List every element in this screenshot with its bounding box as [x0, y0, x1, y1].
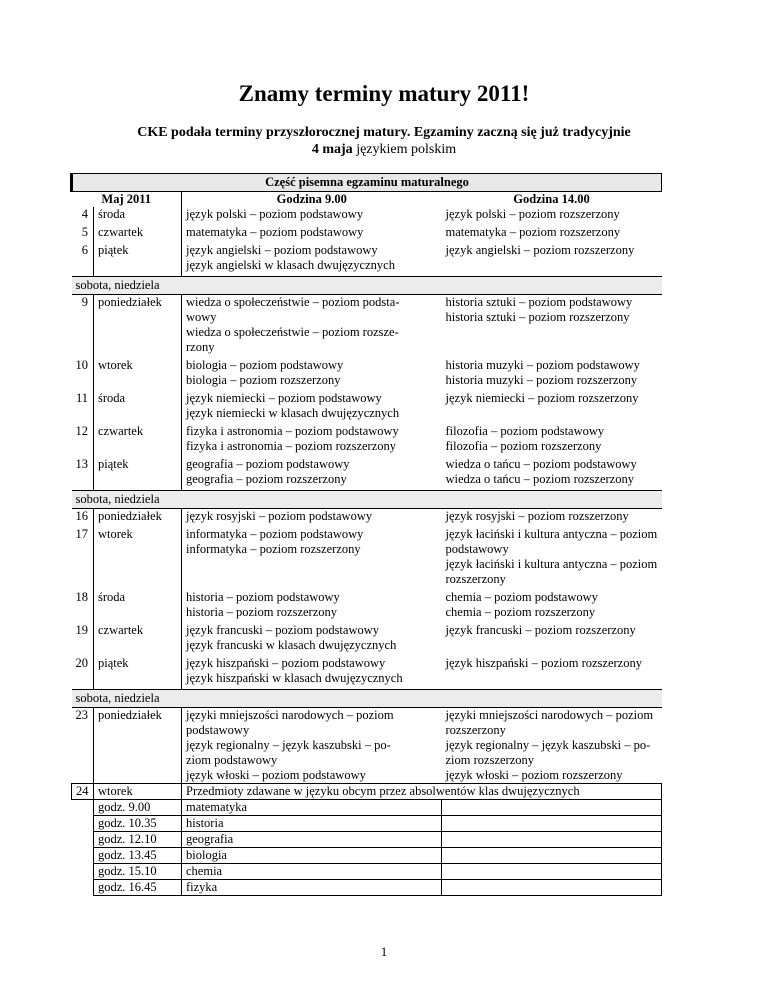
morning-exams: wiedza o społeczeństwie – poziom podsta- wowy wiedza o społeczeństwie – poziom rozsze- rzony	[186, 295, 400, 354]
bilingual-header-row	[72, 784, 662, 800]
day-number: 5	[72, 225, 94, 243]
weekend-label: sobota, niedziela	[72, 690, 662, 708]
day-number: 11	[72, 391, 94, 424]
afternoon-exams: język hiszpański – poziom rozszerzony	[445, 656, 642, 670]
schedule-row	[72, 424, 662, 457]
weekday: poniedziałek	[94, 295, 182, 359]
weekday: piątek	[94, 457, 182, 491]
schedule-row	[72, 656, 662, 690]
morning-exams: język francuski – poziom podstawowy język francuski w klasach dwujęzycznych	[186, 623, 397, 652]
afternoon-exams: język rosyjski – poziom rozszerzony	[445, 509, 629, 523]
afternoon-exams: chemia – poziom podstawowy chemia – poziom rozszerzony	[445, 590, 598, 619]
blank-cell	[72, 800, 94, 816]
weekday: środa	[94, 391, 182, 424]
blank-cell	[72, 880, 94, 896]
header-9am: Godzina 9.00	[276, 192, 347, 206]
slot-subject: historia	[182, 816, 442, 832]
afternoon-exams: historia sztuki – poziom podstawowy historia sztuki – poziom rozszerzony	[445, 295, 633, 324]
blank-cell	[72, 816, 94, 832]
month-header: Maj 2011	[72, 192, 182, 208]
schedule-row	[72, 457, 662, 491]
day-number: 19	[72, 623, 94, 656]
day-number: 17	[72, 527, 94, 590]
morning-exams: historia – poziom podstawowy historia – poziom rozszerzony	[186, 590, 340, 619]
weekend-row	[72, 690, 662, 708]
day-number: 16	[72, 509, 94, 528]
lead-line2: językiem polskim	[352, 142, 457, 157]
morning-exams: geografia – poziom podstawowy geografia – poziom rozszerzony	[186, 457, 350, 486]
slot-time: godz. 12.10	[94, 832, 182, 848]
slot-empty	[442, 880, 662, 896]
header-2pm: Godzina 14.00	[513, 192, 590, 206]
morning-exams: matematyka – poziom podstawowy	[186, 225, 364, 239]
weekday: piątek	[94, 243, 182, 277]
afternoon-exams: język łaciński i kultura antyczna – poziom podstawowy język łaciński i kultura antyczna – poziom rozszerzony	[445, 527, 658, 586]
morning-exams: język polski – poziom podstawowy	[186, 207, 364, 221]
page-number: 1	[380, 944, 388, 959]
blank-cell	[72, 864, 94, 880]
lead-paragraph	[0, 124, 768, 158]
day-number: 4	[72, 207, 94, 225]
schedule-row	[72, 358, 662, 391]
schedule-row	[72, 207, 662, 225]
slot-subject: fizyka	[182, 880, 442, 896]
slot-time: godz. 16.45	[94, 880, 182, 896]
afternoon-exams: filozofia – poziom podstawowy filozofia – poziom rozszerzony	[445, 424, 605, 453]
slot-subject: biologia	[182, 848, 442, 864]
schedule-row	[72, 623, 662, 656]
table-header-row	[72, 192, 662, 208]
morning-exams: biologia – poziom podstawowy biologia – poziom rozszerzony	[186, 358, 344, 387]
bilingual-slot-row	[72, 800, 662, 816]
afternoon-exams: historia muzyki – poziom podstawowy historia muzyki – poziom rozszerzony	[445, 358, 640, 387]
page-title: Znamy terminy matury 2011!	[238, 81, 530, 106]
day-number: 20	[72, 656, 94, 690]
weekend-row	[72, 277, 662, 295]
bilingual-note: Przedmioty zdawane w języku obcym przez absolwentów klas dwujęzycznych	[182, 784, 662, 800]
weekday: wtorek	[94, 784, 182, 800]
schedule-row	[72, 509, 662, 528]
weekday: czwartek	[94, 424, 182, 457]
slot-empty	[442, 832, 662, 848]
slot-empty	[442, 848, 662, 864]
lead-line1: CKE podała terminy przyszłorocznej matury. Egzaminy zaczną się już tradycyjnie	[137, 125, 631, 140]
slot-time: godz. 13.45	[94, 848, 182, 864]
weekday: czwartek	[94, 623, 182, 656]
weekday: piątek	[94, 656, 182, 690]
table-caption-row	[72, 174, 662, 192]
weekday: wtorek	[94, 358, 182, 391]
day-number: 13	[72, 457, 94, 491]
bilingual-slot-row	[72, 848, 662, 864]
slot-time: godz. 10.35	[94, 816, 182, 832]
slot-subject: geografia	[182, 832, 442, 848]
weekday: wtorek	[94, 527, 182, 590]
blank-cell	[72, 832, 94, 848]
weekend-row	[72, 491, 662, 509]
weekend-label: sobota, niedziela	[72, 277, 662, 295]
morning-exams: języki mniejszości narodowych – poziom podstawowy język regionalny – język kaszubski – po- ziom podstawowy język włoski – poziom podstawowy	[186, 708, 394, 782]
morning-exams: język hiszpański – poziom podstawowy język hiszpański w klasach dwujęzycznych	[186, 656, 403, 685]
day-number: 23	[72, 708, 94, 784]
schedule-row	[72, 391, 662, 424]
afternoon-exams: język polski – poziom rozszerzony	[445, 207, 620, 221]
lead-date: 4 maja	[311, 142, 353, 157]
afternoon-exams: język angielski – poziom rozszerzony	[445, 243, 635, 257]
weekday: środa	[94, 590, 182, 623]
schedule-row	[72, 590, 662, 623]
day-number: 24	[72, 784, 94, 800]
day-number: 6	[72, 243, 94, 277]
morning-exams: język rosyjski – poziom podstawowy	[186, 509, 373, 523]
morning-exams: język niemiecki – poziom podstawowy język niemiecki w klasach dwujęzycznych	[186, 391, 400, 420]
day-number: 12	[72, 424, 94, 457]
schedule-row	[72, 243, 662, 277]
slot-time: godz. 9.00	[94, 800, 182, 816]
bilingual-slot-row	[72, 880, 662, 896]
day-number: 18	[72, 590, 94, 623]
bilingual-slot-row	[72, 864, 662, 880]
slot-empty	[442, 816, 662, 832]
weekday: środa	[94, 207, 182, 225]
slot-empty	[442, 864, 662, 880]
slot-empty	[442, 800, 662, 816]
afternoon-exams: matematyka – poziom rozszerzony	[445, 225, 621, 239]
afternoon-exams: języki mniejszości narodowych – poziom rozszerzony język regionalny – język kaszubski – po- ziom rozszerzony język włoski – poziom rozszerzony	[445, 708, 654, 782]
day-number: 9	[72, 295, 94, 359]
weekday: czwartek	[94, 225, 182, 243]
schedule-row	[72, 708, 662, 784]
afternoon-exams: wiedza o tańcu – poziom podstawowy wiedza o tańcu – poziom rozszerzony	[445, 457, 637, 486]
schedule-row	[72, 225, 662, 243]
morning-exams: informatyka – poziom podstawowy informatyka – poziom rozszerzony	[186, 527, 364, 556]
weekday: poniedziałek	[94, 708, 182, 784]
afternoon-exams: język francuski – poziom rozszerzony	[445, 623, 636, 637]
schedule-row	[72, 295, 662, 359]
day-number: 10	[72, 358, 94, 391]
slot-time: godz. 15.10	[94, 864, 182, 880]
schedule-row	[72, 527, 662, 590]
exam-schedule-table	[70, 173, 662, 896]
slot-subject: matematyka	[182, 800, 442, 816]
weekend-label: sobota, niedziela	[72, 491, 662, 509]
morning-exams: fizyka i astronomia – poziom podstawowy fizyka i astronomia – poziom rozszerzony	[186, 424, 399, 453]
bilingual-slot-row	[72, 816, 662, 832]
afternoon-exams: język niemiecki – poziom rozszerzony	[445, 391, 639, 405]
table-caption: Część pisemna egzaminu maturalnego	[72, 174, 662, 192]
weekday: poniedziałek	[94, 509, 182, 528]
bilingual-slot-row	[72, 832, 662, 848]
morning-exams: język angielski – poziom podstawowy język angielski w klasach dwujęzycznych	[186, 243, 395, 272]
slot-subject: chemia	[182, 864, 442, 880]
blank-cell	[72, 848, 94, 864]
